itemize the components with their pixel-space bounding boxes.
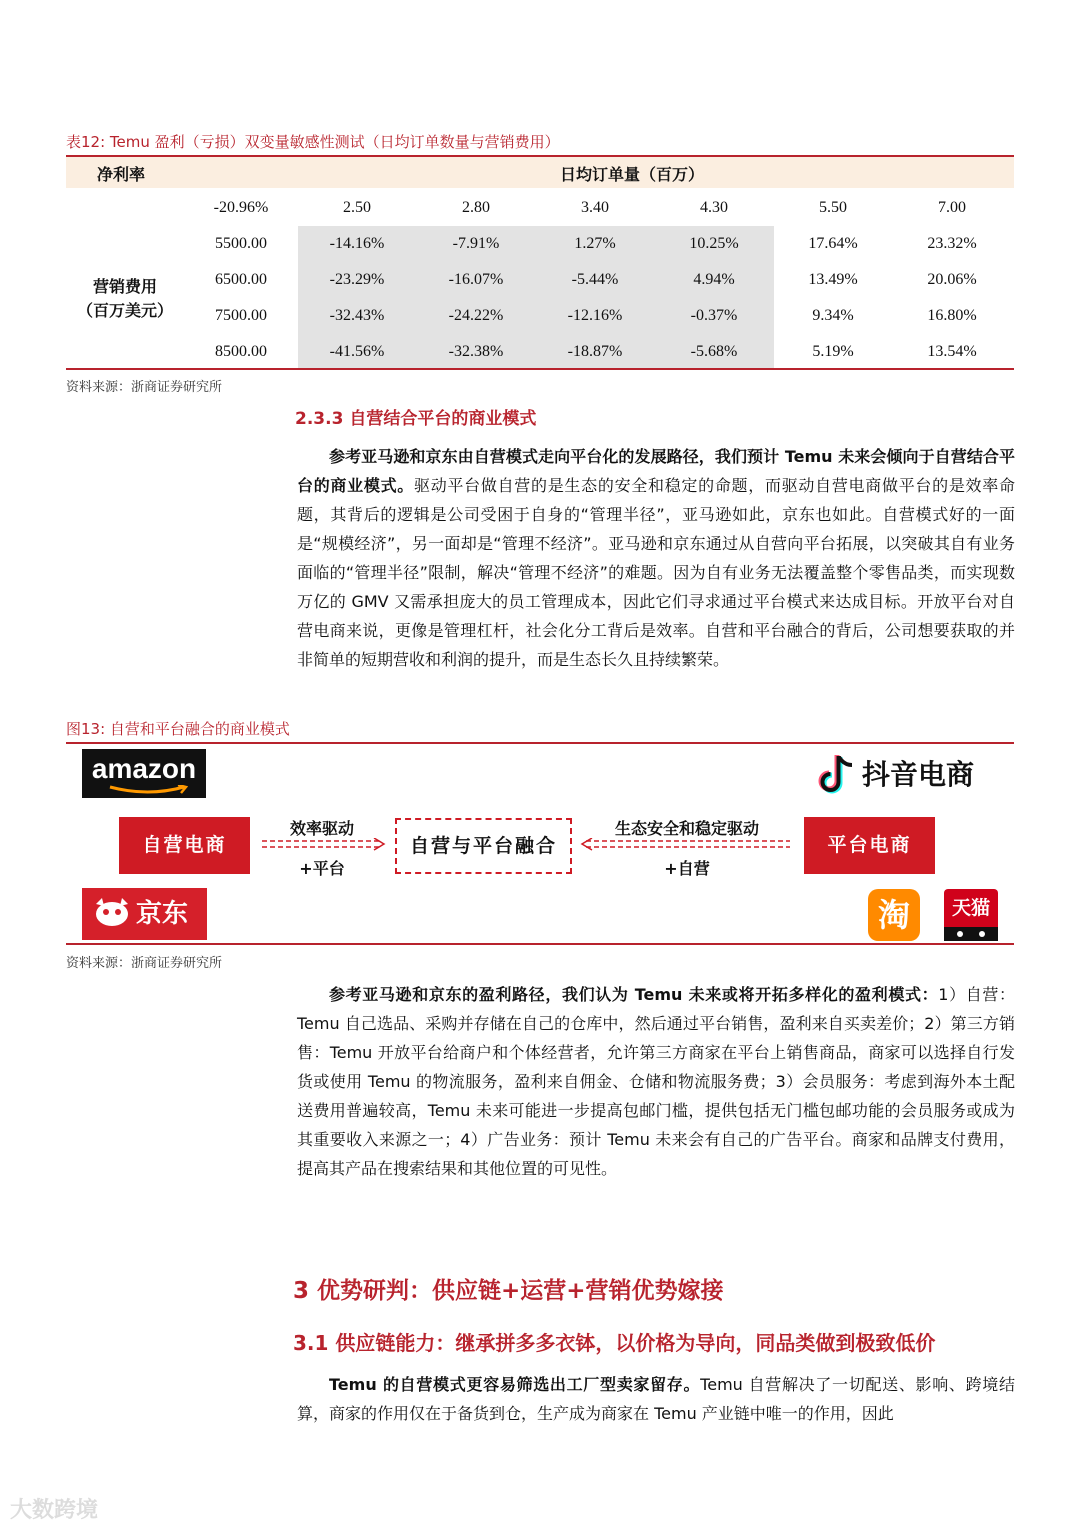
table-cell: -5.44% (571, 271, 619, 288)
table-row-label (70, 275, 180, 323)
section-title-233: 2.3.3 自营结合平台的商业模式 (295, 409, 537, 429)
tmall-logo (944, 889, 998, 941)
table-cell: 23.32% (927, 235, 977, 252)
table-cell: -32.43% (329, 307, 385, 324)
box-platform: 平台电商 (804, 817, 935, 874)
table-cell: 13.49% (808, 271, 858, 288)
arrow-left-bottom-label: +平台 (299, 859, 345, 878)
jd-dog-icon (90, 894, 134, 934)
section-233-body: 驱动平台做自营的是生态的安全和稳定的命题，而驱动自营电商做平台的是效率命题，其背后的逻辑是公司受困于自身的“管理半径”，亚马逊如此，京东也如此。自营模式好的一面是“规模经济”，另一面却是“管理不经济”。亚马逊和京东通过从自营向平台拓展，以突破其自有业务面临的“管理半径”限制，解决“管理不经济”的难题。因为自有业务无法覆盖整个零售品类，而实现数万亿的 GMV 又需承担庞大的员工管理成本，因此它们寻求通过平台模式来达成目标。开放平台对自营电商来说，更像是管理杠杆，社会化分工背后是效率。自营和平台融合的背后，公司想要获取的并非简单的短期营收和利润的提升，而是生态长久且持续繁荣。 (297, 476, 1015, 669)
section-233-paragraph (297, 442, 1015, 674)
section-title-3: 3 优势研判：供应链+运营+营销优势嫁接 (293, 1278, 724, 1304)
table-corner-label: 净利率 (97, 165, 146, 184)
amazon-logo (82, 749, 206, 798)
table-cell: -16.07% (448, 271, 504, 288)
arrow-left-top-label: 效率驱动 (289, 819, 354, 838)
table-row-value: 7500.00 (215, 307, 267, 324)
section-31-body: Temu 自营解决了一切配送、影响、跨境结算，商家的作用仅在于备货到仓，生产成为商家在 Temu 产业链中唯一的作用，因此 (297, 1375, 1015, 1423)
right-dashed-arrow-icon (262, 838, 386, 852)
profit-paragraph (297, 980, 1015, 1183)
table-cell: -32.38% (448, 343, 504, 360)
section-233-bold-lead: 参考亚马逊和京东由自营模式走向平台化的发展路径，我们预计 Temu 未来会倾向于自营结合平台的商业模式。 (297, 447, 1015, 495)
box-fusion: 自营与平台融合 (395, 818, 572, 874)
profit-body: 1）自营：Temu 自己选品、采购并存储在自己的仓库中，然后通过平台销售，盈利来自买卖差价；2）第三方销售：Temu 开放平台给商户和个体经营者，允许第三方商家在平台上销售商品，商家可以选择自行发货或使用 Temu 的物流服务，盈利来自佣金、仓储和物流服务费；3）会员服务：考虑到海外本土配送费用普遍较高，Temu 未来可能进一步提高包邮门槛，提供包括无门槛包邮功能的会员服务或成为其重要收入来源之一；4）广告业务：预计 Temu 未来会有自己的广告平台。商家和品牌支付费用，提高其产品在搜索结果和其他位置的可见性。 (297, 985, 1015, 1178)
tmall-cat-face-icon (944, 927, 998, 941)
figure-bottom-rule (66, 943, 1014, 945)
amazon-logo-text: amazon (91, 753, 197, 784)
table-base-value: -20.96% (213, 199, 269, 216)
watermark: 大数跨境 (10, 1498, 99, 1523)
table-col-value: 5.50 (819, 199, 847, 216)
amazon-smile-icon (108, 785, 188, 795)
arrow-right-bottom-label: +自营 (664, 859, 710, 878)
table-cell: -7.91% (452, 235, 500, 252)
table-source: 资料来源：浙商证券研究所 (66, 380, 223, 395)
table-cell: 10.25% (689, 235, 739, 252)
table-cell: 5.19% (812, 343, 854, 360)
figure-caption: 图13: 自营和平台融合的商业模式 (66, 720, 290, 738)
table-cell: 13.54% (927, 343, 977, 360)
table-cell: -12.16% (567, 307, 623, 324)
jd-logo-text: 京东 (136, 899, 189, 929)
figure-source: 资料来源：浙商证券研究所 (66, 956, 223, 971)
table-cell: 20.06% (927, 271, 977, 288)
taobao-logo: 淘 (868, 889, 920, 941)
douyin-logo-text: 抖音电商 (862, 758, 975, 791)
table-cell: -18.87% (567, 343, 623, 360)
row-label-line2: （百万美元） (76, 301, 173, 320)
table-header-band (66, 157, 1014, 188)
table-col-value: 2.50 (343, 199, 371, 216)
table-cell: -0.37% (690, 307, 738, 324)
table-cell: -5.68% (690, 343, 738, 360)
table-cell: 1.27% (574, 235, 616, 252)
table-cell: 9.34% (812, 307, 854, 324)
table-bottom-rule (66, 368, 1014, 370)
section-31-bold-lead: Temu 的自营模式更容易筛选出工厂型卖家留存。 (329, 1375, 701, 1394)
box-self-operated: 自营电商 (119, 817, 250, 874)
table-cell: 4.94% (693, 271, 735, 288)
table-cell: -14.16% (329, 235, 385, 252)
table-cell: 17.64% (808, 235, 858, 252)
row-label-line1: 营销费用 (92, 277, 157, 296)
tmall-logo-text: 天猫 (951, 897, 990, 919)
table-cell: -23.29% (329, 271, 385, 288)
table-col-value: 4.30 (700, 199, 728, 216)
table-cell: -24.22% (448, 307, 504, 324)
left-dashed-arrow-icon (580, 838, 792, 852)
jd-logo (82, 888, 207, 940)
douyin-logo (816, 748, 1000, 801)
table-caption: 表12: Temu 盈利（亏损）双变量敏感性测试（日均订单数量与营销费用） (66, 133, 560, 151)
table-col-value: 2.80 (462, 199, 490, 216)
tiktok-note-icon (818, 753, 858, 797)
figure-top-rule (66, 742, 1014, 744)
table-row-value: 8500.00 (215, 343, 267, 360)
table-col-value: 7.00 (938, 199, 966, 216)
table-col-value: 3.40 (581, 199, 609, 216)
table-row-value: 5500.00 (215, 235, 267, 252)
table-column-header: 日均订单量（百万） (560, 165, 705, 184)
profit-bold-lead: 参考亚马逊和京东的盈利路径，我们认为 Temu 未来或将开拓多样化的盈利模式： (329, 985, 939, 1004)
table-cell: 16.80% (927, 307, 977, 324)
table-cell: -41.56% (329, 343, 385, 360)
section-31-paragraph (297, 1370, 1015, 1428)
table-row-value: 6500.00 (215, 271, 267, 288)
section-title-31: 3.1 供应链能力：继承拼多多衣钵，以价格为导向，同品类做到极致低价 (293, 1331, 936, 1355)
arrow-right-top-label: 生态安全和稳定驱动 (614, 819, 759, 838)
